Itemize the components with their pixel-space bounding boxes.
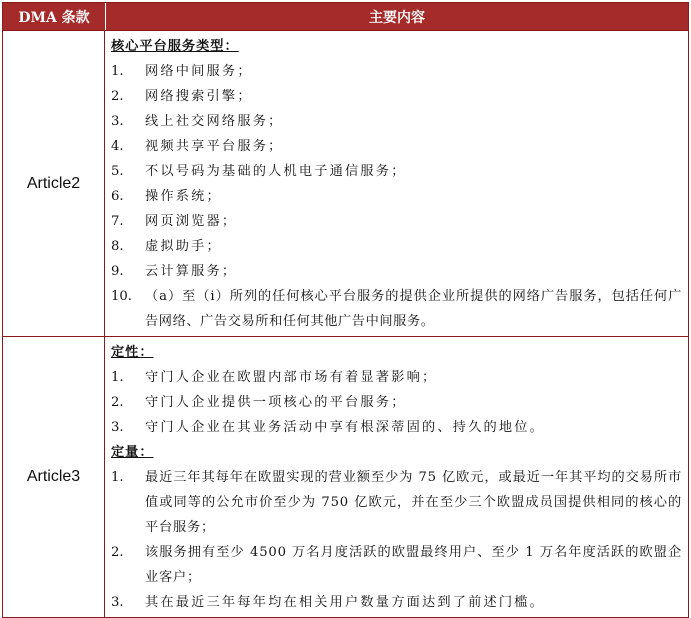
dma-table (2, 2, 689, 618)
list-item: 10. （a）至（i）所列的任何核心平台服务的提供企业所提供的网络广告服务，包括任何广告网络、广告交易所和任何其他广告中间服务。 (111, 289, 682, 329)
table-row (3, 30, 688, 336)
list-item: 1. 网络中间服务； (111, 64, 253, 79)
section-heading: 定性： (111, 345, 154, 360)
article-label: Article2 (3, 31, 105, 336)
list-item: 4. 视频共享平台服务； (111, 139, 284, 154)
list-item: 7. 网页浏览器； (111, 214, 238, 229)
list-item: 5. 不以号码为基础的人机电子通信服务； (111, 164, 407, 179)
table-header (3, 3, 688, 30)
section-heading: 核心平台服务类型： (111, 39, 239, 54)
list-item: 1. 最近三年其每年在欧盟实现的营业额至少为 75 亿欧元，或最近一年其平均的交易所市值或同等的公允市价至少为 750 亿欧元，并在至少三个欧盟成员国提供相同的核心的平台服务； (111, 470, 682, 535)
list-item: 6. 操作系统； (111, 189, 222, 204)
header-dma-clause: DMA 条款 (3, 3, 106, 30)
list-item: 3. 其在最近三年每年均在相关用户数量方面达到了前述门槛。 (111, 595, 546, 610)
article-content (105, 31, 688, 336)
article-label: Article3 (3, 337, 105, 617)
list-item: 2. 守门人企业提供一项核心的平台服务； (111, 395, 407, 410)
header-main-content: 主要内容 (369, 9, 425, 26)
article-content (105, 337, 688, 617)
list-item: 8. 虚拟助手； (111, 239, 222, 254)
section-heading: 定量： (111, 445, 154, 460)
list-item: 2. 网络搜索引擎； (111, 89, 253, 104)
list-item: 9. 云计算服务； (111, 264, 238, 279)
table-row (3, 336, 688, 617)
list-item: 1. 守门人企业在欧盟内部市场有着显著影响； (111, 370, 438, 385)
list-item: 3. 守门人企业在其业务活动中享有根深蒂固的、持久的地位。 (111, 420, 546, 435)
list-item: 3. 线上社交网络服务； (111, 114, 284, 129)
list-item: 2. 该服务拥有至少 4500 万名月度活跃的欧盟最终用户、至少 1 万名年度活跃的欧盟企业客户； (111, 545, 682, 585)
